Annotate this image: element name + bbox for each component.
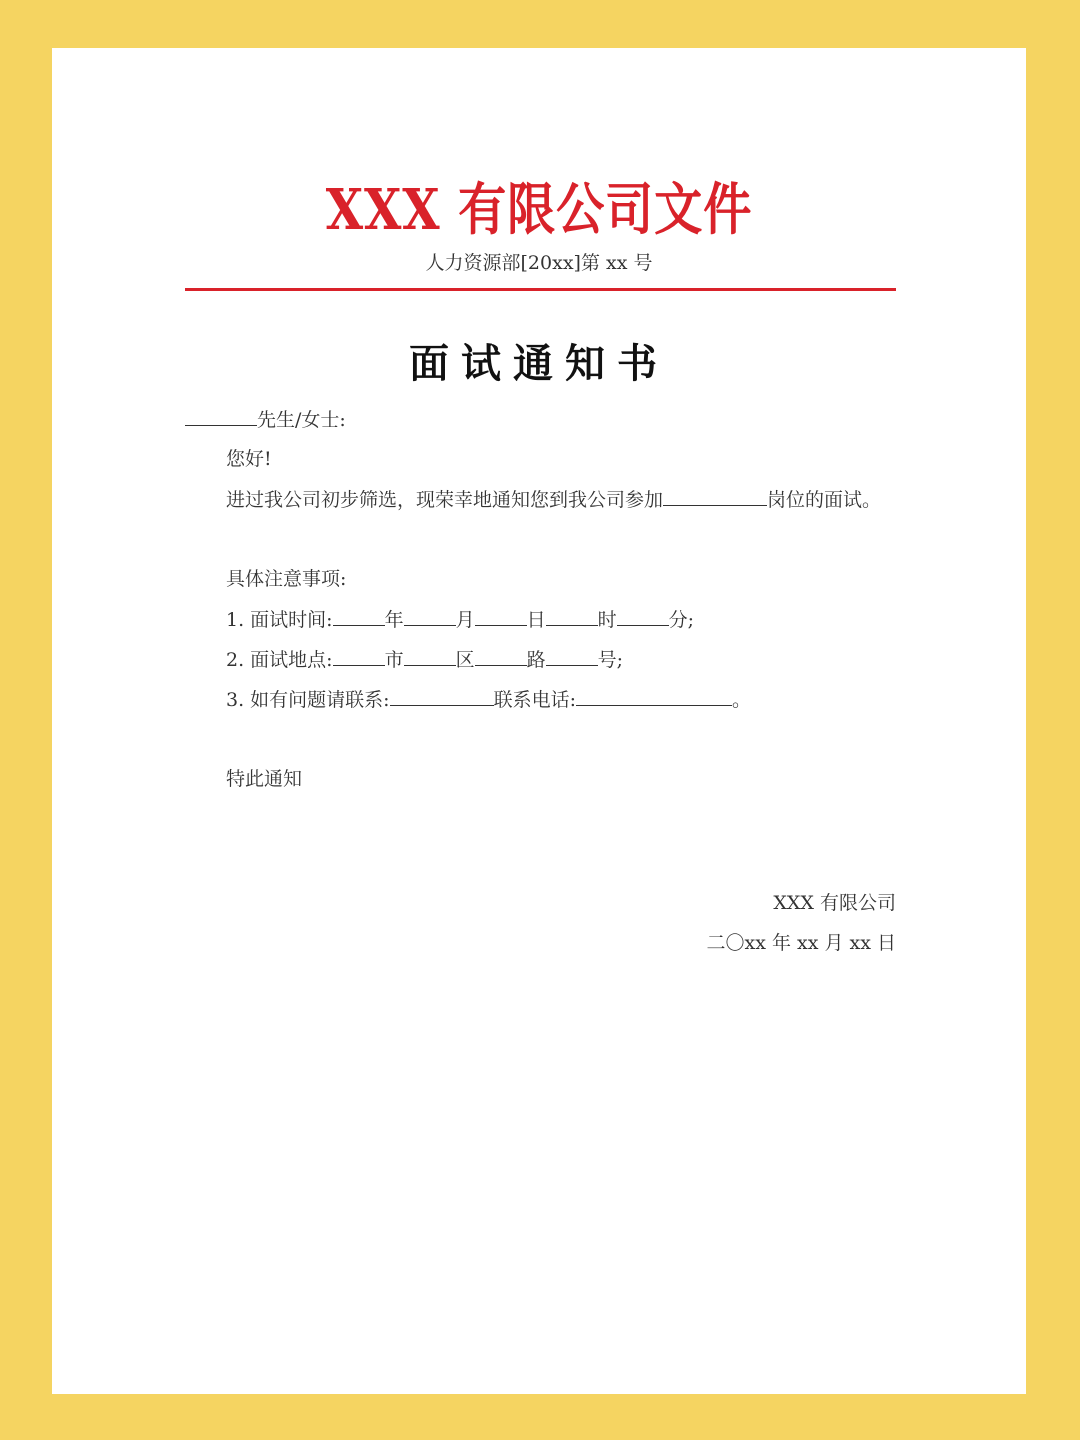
interview-time-item — [226, 607, 694, 632]
salutation-text: 先生/女士: — [257, 409, 346, 431]
phone-blank — [576, 687, 732, 706]
month-blank — [404, 607, 456, 626]
document-page — [52, 48, 1026, 1394]
contact-item — [226, 687, 751, 712]
intro-paragraph — [226, 487, 881, 512]
minute-label: 分; — [668, 609, 695, 631]
day-blank — [475, 607, 527, 626]
city-label: 市 — [384, 649, 404, 671]
district-blank — [404, 647, 456, 666]
signature-date: 二〇xx 年 xx 月 xx 日 — [706, 932, 896, 954]
items-heading: 具体注意事项: — [226, 568, 347, 590]
item3-prefix: 3. 如有问题请联系: — [226, 689, 390, 711]
item2-prefix: 2. 面试地点: — [226, 649, 333, 671]
greeting: 您好! — [226, 448, 272, 470]
item3-end: 。 — [731, 689, 751, 711]
item1-prefix: 1. 面试时间: — [226, 609, 333, 631]
signature-company: XXX 有限公司 — [773, 892, 896, 914]
number-label: 号; — [597, 649, 624, 671]
notice-title: 面试通知书 — [409, 340, 669, 387]
document-number: 人力资源部[20xx]第 xx 号 — [425, 252, 653, 274]
position-blank — [663, 487, 767, 506]
contact-blank — [390, 687, 494, 706]
interview-location-item — [226, 647, 623, 672]
name-blank — [185, 407, 257, 426]
day-label: 日 — [526, 609, 546, 631]
district-label: 区 — [455, 649, 475, 671]
salutation-line — [185, 407, 346, 432]
minute-blank — [617, 607, 669, 626]
road-blank — [475, 647, 527, 666]
red-divider-line — [185, 288, 896, 291]
number-blank — [546, 647, 598, 666]
city-blank — [333, 647, 385, 666]
intro-text-after: 岗位的面试。 — [767, 489, 882, 511]
company-file-title: XXX 有限公司文件 — [325, 177, 753, 243]
hour-label: 时 — [597, 609, 617, 631]
hour-blank — [546, 607, 598, 626]
year-blank — [333, 607, 385, 626]
month-label: 月 — [455, 609, 475, 631]
phone-label: 联系电话: — [493, 689, 576, 711]
closing-text: 特此通知 — [226, 768, 303, 790]
year-label: 年 — [384, 609, 404, 631]
road-label: 路 — [526, 649, 546, 671]
intro-text-before: 进过我公司初步筛选，现荣幸地通知您到我公司参加 — [226, 489, 664, 511]
